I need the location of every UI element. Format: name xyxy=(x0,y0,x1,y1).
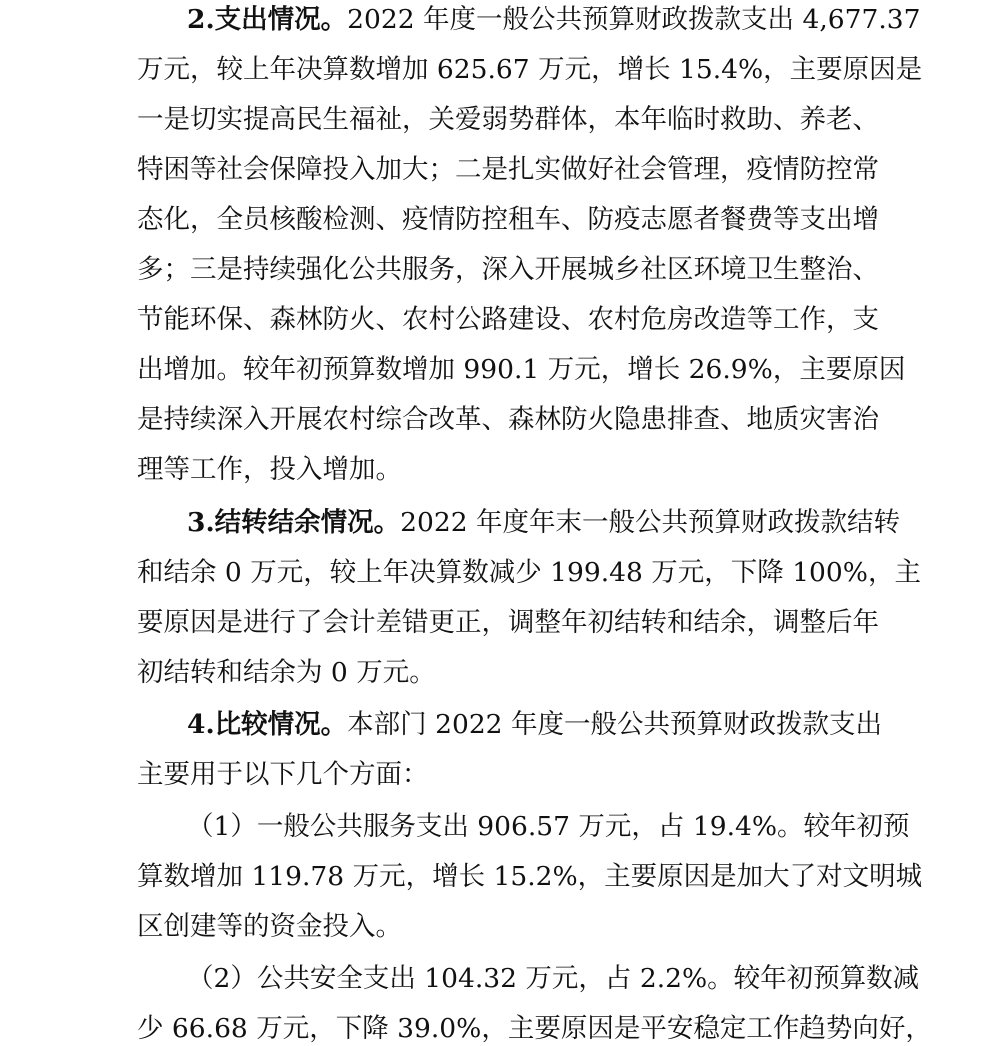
paragraph-line: 特困等社会保障投入加大；二是扎实做好社会管理，疫情防控常 xyxy=(137,154,879,185)
item1-line-1: （1）一般公共服务支出 906.57 万元，占 19.4%。较年初预 xyxy=(187,811,910,842)
section3-line-1 xyxy=(187,506,901,540)
paragraph-line: 态化，全员核酸检测、疫情防控租车、防疫志愿者餐费等支出增 xyxy=(137,204,879,235)
paragraph-line: 要原因是进行了会计差错更正，调整年初结转和结余，调整后年 xyxy=(137,607,879,638)
paragraph-line: 节能环保、森林防火、农村公路建设、农村危房改造等工作，支 xyxy=(137,304,879,335)
paragraph-line: 多；三是持续强化公共服务，深入开展城乡社区环境卫生整治、 xyxy=(137,254,879,285)
section4-line-1 xyxy=(187,708,882,742)
section3-text: 2022 年度年末一般公共预算财政拨款结转 xyxy=(400,507,901,538)
section2-line-1 xyxy=(187,3,921,37)
section4-text: 本部门 2022 年度一般公共预算财政拨款支出 xyxy=(347,709,882,740)
paragraph-line: 区创建等的资金投入。 xyxy=(137,911,402,942)
paragraph-line: 一是切实提高民生福祉，关爱弱势群体，本年临时救助、养老、 xyxy=(137,104,879,135)
paragraph-line: 算数增加 119.78 万元，增长 15.2%，主要原因是加大了对文明城 xyxy=(137,861,923,892)
paragraph-line: 初结转和结余为 0 万元。 xyxy=(137,657,436,688)
section3-heading: 3.结转结余情况。 xyxy=(187,507,401,538)
section2-text: 2022 年度一般公共预算财政拨款支出 4,677.37 xyxy=(347,4,921,35)
paragraph-line: 理等工作，投入增加。 xyxy=(137,454,402,485)
paragraph-line: 和结余 0 万元，较上年决算数减少 199.48 万元，下降 100%，主 xyxy=(137,557,921,588)
item2-line-1: （2）公共安全支出 104.32 万元，占 2.2%。较年初预算数减 xyxy=(187,963,920,994)
paragraph-line: 是持续深入开展农村综合改革、森林防火隐患排查、地质灾害治 xyxy=(137,404,879,435)
paragraph-line: 出增加。较年初预算数增加 990.1 万元，增长 26.9%，主要原因 xyxy=(137,354,906,385)
paragraph-line: 主要用于以下几个方面： xyxy=(137,759,429,790)
section2-heading: 2.支出情况。 xyxy=(187,4,348,35)
paragraph-line: 万元，较上年决算数增加 625.67 万元，增长 15.4%，主要原因是 xyxy=(137,54,923,85)
paragraph-line: 少 66.68 万元，下降 39.0%，主要原因是平安稳定工作趋势向好， xyxy=(137,1013,932,1044)
section4-heading: 4.比较情况。 xyxy=(187,709,348,740)
